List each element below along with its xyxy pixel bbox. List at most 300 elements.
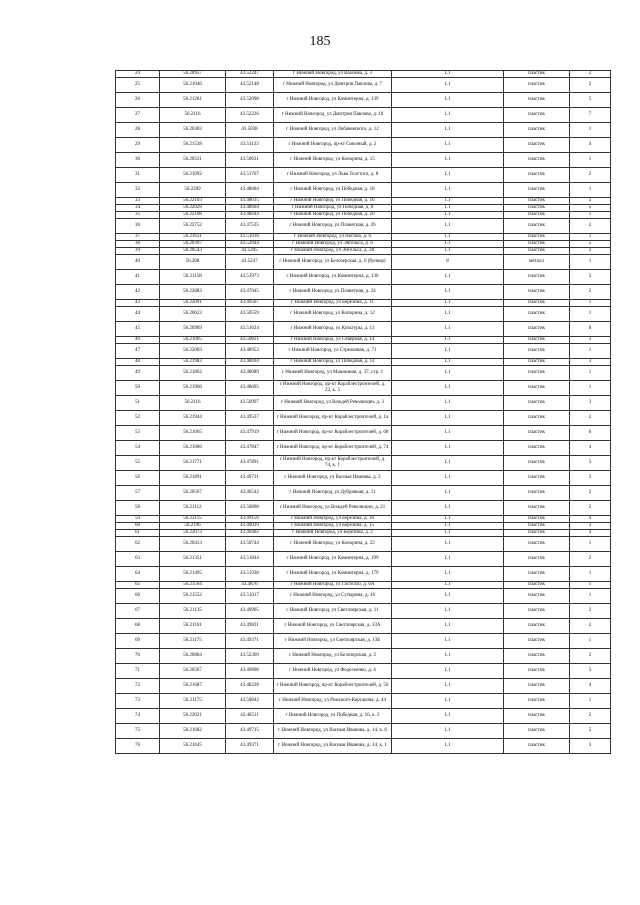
row-number: 39 xyxy=(116,248,160,255)
table-row xyxy=(116,537,611,552)
address-cell: г Нижний Новгород, ул Федосеенко, д. 4 xyxy=(274,664,392,679)
longitude-cell: 43.4876 xyxy=(226,582,274,589)
address-cell: г Нижний Новгород, ул Белозерская, д. 2 xyxy=(274,649,392,664)
longitude-cell: 43.48952 xyxy=(226,344,274,359)
quantity-cell: 3 xyxy=(570,664,611,679)
address-cell: г Нижний Новгород, пр-кт Кораблестроителей, д. 22, к. 5 xyxy=(274,381,392,396)
row-number: 62 xyxy=(116,537,160,552)
table-row xyxy=(116,337,611,344)
address-cell: г Нижний Новгород, ул Коминтерна, д. 179 xyxy=(274,567,392,582)
row-number: 31 xyxy=(116,168,160,183)
latitude-cell: 56.21261 xyxy=(160,93,226,108)
material-cell: пластик xyxy=(504,168,570,183)
longitude-cell: 43.51018 xyxy=(226,234,274,241)
container-volume-cell: 1.1 xyxy=(392,523,504,530)
quantity-cell: 1 xyxy=(570,567,611,582)
row-number: 68 xyxy=(116,619,160,634)
row-number: 29 xyxy=(116,138,160,153)
quantity-cell: 2 xyxy=(570,168,611,183)
container-volume-cell: 1.1 xyxy=(392,234,504,241)
material-cell: пластик xyxy=(504,248,570,255)
longitude-cell: 43.48644 xyxy=(226,212,274,219)
address-cell: г Нижний Новгород, ул Березина, д. 11 xyxy=(274,300,392,307)
container-volume-cell: 1.1 xyxy=(392,71,504,78)
container-volume-cell: 1.1 xyxy=(392,530,504,537)
latitude-cell: 56.21046 xyxy=(160,78,226,93)
quantity-cell: 4 xyxy=(570,516,611,523)
latitude-cell: 56.20567 xyxy=(160,664,226,679)
container-volume-cell: 1.1 xyxy=(392,183,504,198)
material-cell: пластик xyxy=(504,337,570,344)
longitude-cell: 43.51017 xyxy=(226,589,274,604)
latitude-cell: 56.22073 xyxy=(160,530,226,537)
longitude-cell: 43.49156 xyxy=(226,516,274,523)
quantity-cell: 2 xyxy=(570,619,611,634)
quantity-cell: 4 xyxy=(570,441,611,456)
row-number: 41 xyxy=(116,270,160,285)
row-number: 35 xyxy=(116,212,160,219)
table-row xyxy=(116,411,611,426)
material-cell: пластик xyxy=(504,71,570,78)
table-row xyxy=(116,516,611,523)
latitude-cell: 56.22115 xyxy=(160,516,226,523)
latitude-cell: 56.21005 xyxy=(160,337,226,344)
table-row xyxy=(116,344,611,359)
quantity-cell: 1 xyxy=(570,589,611,604)
address-cell: г Нижний Новгород, ул Копорина, д. 22 xyxy=(274,537,392,552)
container-volume-cell: 1.1 xyxy=(392,501,504,516)
material-cell: пластик xyxy=(504,523,570,530)
latitude-cell: 56.2209 xyxy=(160,183,226,198)
container-volume-cell: 1.1 xyxy=(392,205,504,212)
quantity-cell: 5 xyxy=(570,241,611,248)
row-number: 53 xyxy=(116,426,160,441)
container-volume-cell: 1.1 xyxy=(392,567,504,582)
container-volume-cell: 1.1 xyxy=(392,456,504,471)
address-cell: г Нижний Новгород, пр-кт Кораблестроителей, д. 56 xyxy=(274,679,392,694)
container-volume-cell: 1.1 xyxy=(392,664,504,679)
table-row xyxy=(116,471,611,486)
quantity-cell: 4 xyxy=(570,679,611,694)
longitude-cell: 43.5205 xyxy=(226,248,274,255)
container-volume-cell: 1.1 xyxy=(392,724,504,739)
material-cell: пластик xyxy=(504,516,570,523)
quantity-cell: 5 xyxy=(570,205,611,212)
longitude-cell: 43.52098 xyxy=(226,93,274,108)
table-row xyxy=(116,123,611,138)
material-cell: пластик xyxy=(504,664,570,679)
address-cell: г Нижний Новгород, пр-кт Союзный, д. 2 xyxy=(274,138,392,153)
material-cell: пластик xyxy=(504,307,570,322)
address-cell: г Нижний Новгород, ул Гастелло, д. 6А xyxy=(274,582,392,589)
container-volume-cell: 1.1 xyxy=(392,168,504,183)
row-number: 57 xyxy=(116,486,160,501)
quantity-cell: 1 xyxy=(570,366,611,381)
table-row xyxy=(116,198,611,205)
longitude-cell: 43.47847 xyxy=(226,441,274,456)
longitude-cell: 43.49831 xyxy=(226,619,274,634)
address-cell: г Нижний Новгород, ул Планетная, д. 26 xyxy=(274,219,392,234)
material-cell: пластик xyxy=(504,219,570,234)
latitude-cell: 56.21687 xyxy=(160,679,226,694)
quantity-cell: 1 xyxy=(570,255,611,270)
table-row xyxy=(116,441,611,456)
row-number: 44 xyxy=(116,307,160,322)
quantity-cell: 2 xyxy=(570,411,611,426)
quantity-cell: 1 xyxy=(570,153,611,168)
latitude-cell: 56.21538 xyxy=(160,138,226,153)
table-row xyxy=(116,300,611,307)
row-number: 48 xyxy=(116,359,160,366)
longitude-cell: 43.48089 xyxy=(226,366,274,381)
quantity-cell: 1 xyxy=(570,634,611,649)
table-row xyxy=(116,205,611,212)
material-cell: пластик xyxy=(504,456,570,471)
latitude-cell: 56.22883 xyxy=(160,285,226,300)
latitude-cell: 56.21351 xyxy=(160,552,226,567)
container-volume-cell: 1.1 xyxy=(392,381,504,396)
container-volume-cell: 1.1 xyxy=(392,108,504,123)
row-number: 45 xyxy=(116,322,160,337)
container-volume-cell: 1.1 xyxy=(392,441,504,456)
longitude-cell: 43.50559 xyxy=(226,307,274,322)
address-cell: г Нижний Новгород, ул Васныя Иванова, д. 14, к. 1 xyxy=(274,739,392,754)
container-volume-cell: 1.1 xyxy=(392,198,504,205)
address-cell: г Нижний Новгород, ул Дмитрия Павлова, д. 10 xyxy=(274,108,392,123)
latitude-cell: 56.21158 xyxy=(160,270,226,285)
table-row xyxy=(116,709,611,724)
container-volume-cell: 1.1 xyxy=(392,123,504,138)
material-cell: пластик xyxy=(504,501,570,516)
longitude-cell: 43.50744 xyxy=(226,537,274,552)
address-cell: г Нижний Новгород, ул Машинная, д. 37, стр. 1 xyxy=(274,366,392,381)
table-row xyxy=(116,619,611,634)
material-cell: пластик xyxy=(504,471,570,486)
row-number: 60 xyxy=(116,523,160,530)
address-cell: г Нижний Новгород, ул Северная, д. 14 xyxy=(274,337,392,344)
material-cell: пластик xyxy=(504,153,570,168)
address-cell: г Нижний Новгород, ул Планетная, д. 24 xyxy=(274,285,392,300)
table-row xyxy=(116,248,611,255)
address-cell: г Нижний Новгород, ул Васныя Иванова, д. 14, к. 8 xyxy=(274,724,392,739)
container-volume-cell: 1.1 xyxy=(392,212,504,219)
table-row xyxy=(116,138,611,153)
longitude-cell: 43.49537 xyxy=(226,411,274,426)
table-row xyxy=(116,523,611,530)
quantity-cell: 3 xyxy=(570,456,611,471)
address-cell: г Нижний Новгород, ул Энгельса, д. 28 xyxy=(274,248,392,255)
container-volume-cell: 1.1 xyxy=(392,285,504,300)
container-volume-cell: 1.1 xyxy=(392,219,504,234)
quantity-cell: 2 xyxy=(570,501,611,516)
container-volume-cell: 1.1 xyxy=(392,537,504,552)
page-number: 185 xyxy=(309,34,331,49)
quantity-cell: 2 xyxy=(570,78,611,93)
row-number: 42 xyxy=(116,285,160,300)
material-cell: пластик xyxy=(504,205,570,212)
material-cell: пластик xyxy=(504,138,570,153)
container-volume-cell: 1.1 xyxy=(392,344,504,359)
table-row xyxy=(116,501,611,516)
container-volume-cell: 1.1 xyxy=(392,516,504,523)
latitude-cell: 56.21495 xyxy=(160,567,226,582)
longitude-cell: 43.52044 xyxy=(226,241,274,248)
longitude-cell: 43.50898 xyxy=(226,501,274,516)
material-cell: пластик xyxy=(504,649,570,664)
material-cell: пластик xyxy=(504,552,570,567)
latitude-cell: 56.20303 xyxy=(160,123,226,138)
row-number: 76 xyxy=(116,739,160,754)
longitude-cell: 43.50997 xyxy=(226,396,274,411)
container-volume-cell: 1.1 xyxy=(392,486,504,501)
quantity-cell: 6 xyxy=(570,426,611,441)
table-row xyxy=(116,307,611,322)
row-number: 33 xyxy=(116,198,160,205)
table-row xyxy=(116,694,611,709)
longitude-cell: 43.47891 xyxy=(226,456,274,471)
quantity-cell: 3 xyxy=(570,270,611,285)
longitude-cell: 43.49731 xyxy=(226,471,274,486)
address-cell: г Нижний Новгород, ул Сутырина, д. 16 xyxy=(274,589,392,604)
latitude-cell: 56.20397 xyxy=(160,241,226,248)
container-volume-cell: 1.1 xyxy=(392,248,504,255)
longitude-cell: 43.49808 xyxy=(226,664,274,679)
latitude-cell: 56.21135 xyxy=(160,604,226,619)
latitude-cell: 56.20623 xyxy=(160,307,226,322)
container-volume-cell: 1.1 xyxy=(392,634,504,649)
longitude-cell: 43.48511 xyxy=(226,709,274,724)
table-row xyxy=(116,366,611,381)
longitude-cell: 43.51133 xyxy=(226,138,274,153)
quantity-cell: 1 xyxy=(570,344,611,359)
quantity-cell: 2 xyxy=(570,486,611,501)
table-row xyxy=(116,381,611,396)
material-cell: пластик xyxy=(504,619,570,634)
address-cell: г Нижний Новгород, ул Победная, д. 8 xyxy=(274,205,392,212)
address-cell: г Нижний Новгород, ул Копорина, д. 15 xyxy=(274,153,392,168)
row-number: 63 xyxy=(116,552,160,567)
quantity-cell: 4 xyxy=(570,530,611,537)
row-number: 49 xyxy=(116,366,160,381)
table-row xyxy=(116,322,611,337)
table-row xyxy=(116,270,611,285)
longitude-cell: 43.51767 xyxy=(226,168,274,183)
latitude-cell: 56.21631 xyxy=(160,234,226,241)
quantity-cell: 4 xyxy=(570,138,611,153)
address-cell: г Нижний Новгород, ул Вахнова, д. 3 xyxy=(274,71,392,78)
latitude-cell: 56.21771 xyxy=(160,456,226,471)
material-cell: пластик xyxy=(504,344,570,359)
longitude-cell: 43.52369 xyxy=(226,649,274,664)
row-number: 26 xyxy=(116,93,160,108)
latitude-cell: 56.20543 xyxy=(160,248,226,255)
row-number: 46 xyxy=(116,337,160,344)
latitude-cell: 56.22091 xyxy=(160,300,226,307)
longitude-cell: 43.49715 xyxy=(226,724,274,739)
longitude-cell: 43.49402 xyxy=(226,530,274,537)
address-cell: г Нижний Новгород, ул Римского-Корсакова, д. 44 xyxy=(274,694,392,709)
container-sites-table xyxy=(115,70,611,754)
latitude-cell: 56.20531 xyxy=(160,153,226,168)
row-number: 55 xyxy=(116,456,160,471)
longitude-cell: 43.52148 xyxy=(226,78,274,93)
latitude-cell: 56.21645 xyxy=(160,739,226,754)
container-volume-cell: 1.1 xyxy=(392,471,504,486)
address-cell: г Нижний Новгород, ул Победная, д. 16 xyxy=(274,198,392,205)
table-row xyxy=(116,71,611,78)
latitude-cell: 56.21891 xyxy=(160,471,226,486)
longitude-cell: 43.50631 xyxy=(226,153,274,168)
address-cell: г Нижний Новгород, ул Светлоярская, д. 13А xyxy=(274,619,392,634)
address-cell: г Нижний Новгород, ул Культуры, д. 13 xyxy=(274,322,392,337)
quantity-cell: 1 xyxy=(570,537,611,552)
address-cell: г Нижний Новгород, ул Вождей Революции, д. 3 xyxy=(274,396,392,411)
address-cell: г Нижний Новгород, пр-кт Кораблестроителей, д. 74, к. 1 xyxy=(274,456,392,471)
table-row xyxy=(116,582,611,589)
latitude-cell: 56.21092 xyxy=(160,168,226,183)
row-number: 67 xyxy=(116,604,160,619)
address-cell: г Нижний Новгород, ул Светлоярская, д. 11 xyxy=(274,604,392,619)
table-row xyxy=(116,285,611,300)
longitude-cell: 43.51624 xyxy=(226,322,274,337)
container-volume-cell: 1.1 xyxy=(392,411,504,426)
longitude-cell: 43.52247 xyxy=(226,71,274,78)
table-row xyxy=(116,93,611,108)
longitude-cell: 43.50821 xyxy=(226,337,274,344)
table-row xyxy=(116,589,611,604)
table-row xyxy=(116,183,611,198)
material-cell: пластик xyxy=(504,589,570,604)
address-cell: г Нижний Новгород, ул Коминтерна, д. 199 xyxy=(274,552,392,567)
latitude-cell: 56.2116 xyxy=(160,396,226,411)
latitude-cell: 56.21862 xyxy=(160,366,226,381)
quantity-cell: 1 xyxy=(570,307,611,322)
table-row xyxy=(116,212,611,219)
address-cell: г Нижний Новгород, ул Дмитрия Павлова, д. 7 xyxy=(274,78,392,93)
table-row xyxy=(116,255,611,270)
table-row xyxy=(116,679,611,694)
quantity-cell: 2 xyxy=(570,552,611,567)
container-volume-cell: 1.1 xyxy=(392,709,504,724)
longitude-cell: 43.51938 xyxy=(226,567,274,582)
container-volume-cell: 1.1 xyxy=(392,307,504,322)
latitude-cell: 56.21175 xyxy=(160,694,226,709)
material-cell: пластик xyxy=(504,426,570,441)
quantity-cell: 1 xyxy=(570,694,611,709)
latitude-cell: 56.21944 xyxy=(160,411,226,426)
row-number: 27 xyxy=(116,108,160,123)
address-cell: г Нижний Новгород, ул Энгельса, д. 6 xyxy=(274,241,392,248)
latitude-cell: 56.21504 xyxy=(160,582,226,589)
material-cell: пластик xyxy=(504,634,570,649)
longitude-cell: 43.48615 xyxy=(226,198,274,205)
row-number: 25 xyxy=(116,78,160,93)
address-cell: г Нижний Новгород, ул Березина, д. 16 xyxy=(274,516,392,523)
container-volume-cell: 1.1 xyxy=(392,337,504,344)
address-cell: г Нижний Новгород, ул Белозерская, д. 6 (бункер) xyxy=(274,255,392,270)
address-cell: г Нижний Новгород, ул Льва Толстого, д. 8 xyxy=(274,168,392,183)
table-row xyxy=(116,426,611,441)
quantity-cell: 3 xyxy=(570,739,611,754)
container-volume-cell: 1.1 xyxy=(392,241,504,248)
latitude-cell: 56.21968 xyxy=(160,381,226,396)
address-cell: г Нижний Новгород, ул Березина, д. 2 xyxy=(274,530,392,537)
row-number: 47 xyxy=(116,344,160,359)
material-cell: пластик xyxy=(504,300,570,307)
row-number: 28 xyxy=(116,123,160,138)
container-volume-cell: 8 xyxy=(392,255,504,270)
quantity-cell: 2 xyxy=(570,248,611,255)
material-cell: пластик xyxy=(504,108,570,123)
table-row xyxy=(116,359,611,366)
latitude-cell: 56.22752 xyxy=(160,219,226,234)
quantity-cell: 1 xyxy=(570,234,611,241)
table-row xyxy=(116,78,611,93)
table-row xyxy=(116,724,611,739)
longitude-cell: 43.48604 xyxy=(226,205,274,212)
address-cell: г Нижний Новгород, ул Победная, д. 10, к. 2 xyxy=(274,709,392,724)
container-volume-cell: 1.1 xyxy=(392,359,504,366)
address-cell: г Нижний Новгород, ул Победная, д. 18 xyxy=(274,183,392,198)
row-number: 65 xyxy=(116,582,160,589)
latitude-cell: 56.21665 xyxy=(160,426,226,441)
longitude-cell: 43.5038 xyxy=(226,123,274,138)
quantity-cell: 2 xyxy=(570,523,611,530)
longitude-cell: 43.51973 xyxy=(226,270,274,285)
table-row xyxy=(116,634,611,649)
container-volume-cell: 1.1 xyxy=(392,604,504,619)
material-cell: пластик xyxy=(504,486,570,501)
container-volume-cell: 1.1 xyxy=(392,619,504,634)
longitude-cell: 43.48694 xyxy=(226,359,274,366)
longitude-cell: 43.5247 xyxy=(226,255,274,270)
table-row xyxy=(116,168,611,183)
container-volume-cell: 1.1 xyxy=(392,138,504,153)
longitude-cell: 43.50842 xyxy=(226,694,274,709)
material-cell: пластик xyxy=(504,709,570,724)
latitude-cell: 56.208 xyxy=(160,255,226,270)
material-cell: пластик xyxy=(504,679,570,694)
table-row xyxy=(116,153,611,168)
address-cell: г Нижний Новгород, ул Стрелковая, д. 71 xyxy=(274,344,392,359)
row-number: 32 xyxy=(116,183,160,198)
address-cell: г Нижний Новгород, ул Ногина, д. 6 xyxy=(274,234,392,241)
material-cell: пластик xyxy=(504,183,570,198)
container-volume-cell: 1.1 xyxy=(392,270,504,285)
address-cell: г Нижний Новгород, ул Победная, д. 14 xyxy=(274,359,392,366)
row-number: 24 xyxy=(116,71,160,78)
address-cell: г Нижний Новгород, ул Копорина, д. 12 xyxy=(274,307,392,322)
quantity-cell: 8 xyxy=(570,322,611,337)
row-number: 70 xyxy=(116,649,160,664)
material-cell: пластик xyxy=(504,322,570,337)
longitude-cell: 43.47045 xyxy=(226,285,274,300)
table-row xyxy=(116,234,611,241)
quantity-cell: 2 xyxy=(570,71,611,78)
longitude-cell: 43.47525 xyxy=(226,219,274,234)
material-cell: пластик xyxy=(504,93,570,108)
table-row xyxy=(116,241,611,248)
latitude-cell: 56.21175 xyxy=(160,634,226,649)
row-number: 52 xyxy=(116,411,160,426)
table-row xyxy=(116,664,611,679)
table-row xyxy=(116,649,611,664)
address-cell: г Нижний Новгород, ул Победная, д. 20 xyxy=(274,212,392,219)
quantity-cell: 1 xyxy=(570,183,611,198)
longitude-cell: 43.46542 xyxy=(226,486,274,501)
container-volume-cell: 1.1 xyxy=(392,694,504,709)
row-number: 61 xyxy=(116,530,160,537)
